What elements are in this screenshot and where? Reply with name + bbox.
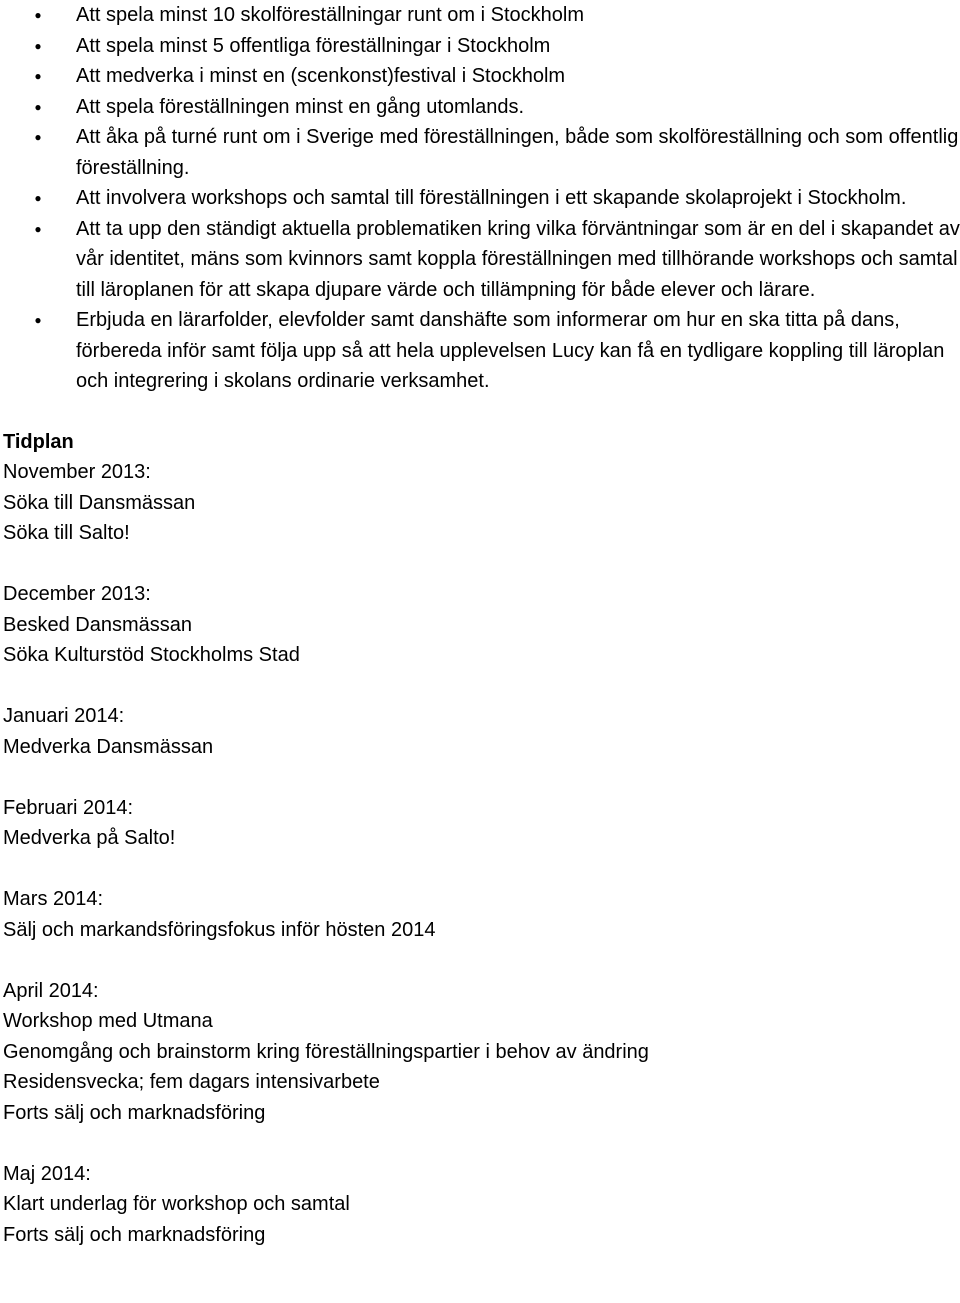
- bullet-icon: ●: [34, 8, 42, 22]
- timeline-period: [3, 793, 960, 854]
- period-item: Söka till Salto!: [3, 522, 130, 544]
- period-label: April 2014:: [3, 979, 99, 1002]
- period-label: December 2013:: [3, 583, 151, 605]
- period-item: Klart underlag för workshop och samtal: [3, 1193, 350, 1215]
- bullet-icon: ●: [34, 221, 42, 236]
- period-item: Sälj och markandsföringsfokus inför hösten 2014: [3, 918, 436, 941]
- period-item: Forts sälj och marknadsföring: [3, 1223, 266, 1246]
- list-item: [34, 61, 960, 92]
- section-heading-tidplan: Tidplan: [3, 430, 74, 453]
- bullet-icon: ●: [34, 38, 42, 53]
- list-item-text: Erbjuda en lärarfolder, elevfolder samt danshäfte som informerar om hur en ska titta på dans, förbereda inför samt följa upp så att hela upplevelsen Lucy kan få en tydligare koppling till läroplan och integrering i skolans ordinarie verksamhet.: [76, 309, 945, 392]
- timeline: [0, 457, 960, 1250]
- period-item: Söka Kulturstöd Stockholms Stad: [3, 644, 300, 666]
- period-label: Januari 2014:: [3, 705, 125, 727]
- period-label: Februari 2014:: [3, 796, 134, 819]
- list-item-text: Att ta upp den ständigt aktuella problematiken kring vilka förväntningar som är en del i skapandet av vår identitet, mäns som kvinnors samt koppla föreställningen med tillhörande workshops och samtal till läroplanen för att skapa djupare värde och tillämpning för både elever och lärare.: [76, 217, 960, 301]
- list-item-text: Att åka på turné runt om i Sverige med föreställningen, både som skolföreställning och som offentlig föreställning.: [76, 126, 959, 179]
- period-label: November 2013:: [3, 461, 151, 483]
- period-item: Medverka Dansmässan: [3, 735, 214, 758]
- bullet-icon: ●: [34, 69, 42, 83]
- list-item: [34, 0, 960, 31]
- timeline-period: [3, 976, 960, 1129]
- timeline-period: [3, 1159, 960, 1251]
- list-item: [34, 92, 960, 123]
- list-item: [34, 214, 960, 306]
- bullet-icon: ●: [34, 99, 42, 114]
- list-item-text: Att spela föreställningen minst en gång utomlands.: [76, 95, 525, 118]
- period-item: Medverka på Salto!: [3, 827, 176, 849]
- timeline-period: [3, 884, 960, 945]
- period-label: Maj 2014:: [3, 1162, 91, 1185]
- list-item-text: Att spela minst 10 skolföreställningar runt om i Stockholm: [76, 4, 584, 26]
- period-item: Söka till Dansmässan: [3, 491, 196, 514]
- goals-list: [0, 0, 960, 397]
- list-item: [34, 305, 960, 397]
- timeline-period: [3, 701, 960, 762]
- list-item: [34, 183, 960, 214]
- period-item: Forts sälj och marknadsföring: [3, 1101, 266, 1124]
- list-item: [34, 31, 960, 62]
- timeline-period: [3, 457, 960, 549]
- period-item: Besked Dansmässan: [3, 613, 192, 636]
- list-item-text: Att spela minst 5 offentliga föreställningar i Stockholm: [76, 34, 551, 57]
- bullet-icon: ●: [34, 130, 42, 144]
- list-item-text: Att medverka i minst en (scenkonst)festival i Stockholm: [76, 65, 566, 87]
- period-item: Residensvecka; fem dagars intensivarbete: [3, 1071, 380, 1093]
- bullet-icon: ●: [34, 313, 42, 327]
- bullet-icon: ●: [34, 191, 42, 205]
- list-item: [34, 122, 960, 183]
- period-item: Workshop med Utmana: [3, 1010, 213, 1032]
- period-label: Mars 2014:: [3, 888, 104, 910]
- timeline-period: [3, 579, 960, 671]
- period-item: Genomgång och brainstorm kring föreställningspartier i behov av ändring: [3, 1040, 649, 1063]
- list-item-text: Att involvera workshops och samtal till föreställningen i ett skapande skolaprojekt i Stockholm.: [76, 187, 907, 209]
